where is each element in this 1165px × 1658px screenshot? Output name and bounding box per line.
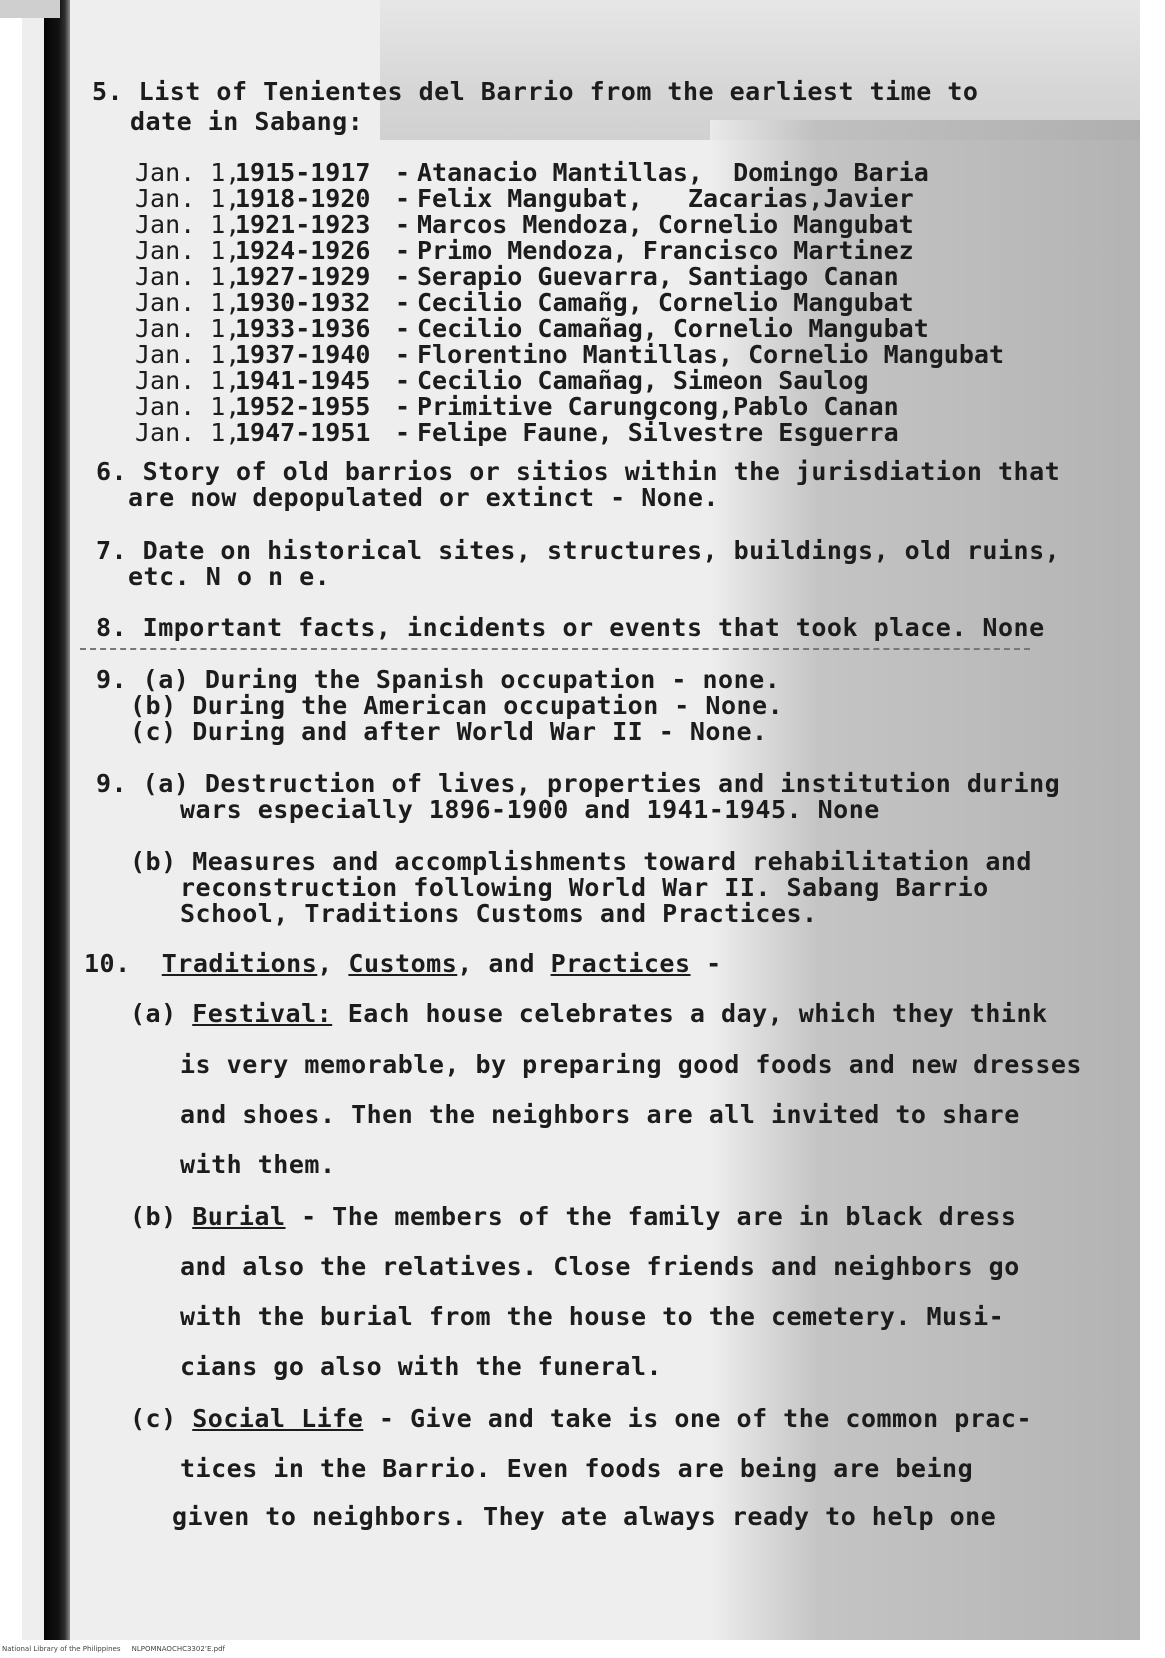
entry-names: Primo Mendoza, Francisco Martinez [417,236,914,265]
entry-date: Jan. 1, [135,392,241,421]
burial-line4: cians go also with the funeral. [180,1352,663,1381]
item6-line2: are now depopulated or extinct - None. [128,483,719,512]
burial-line1: (b) Burial - The members of the family are in black dress [130,1202,1017,1231]
burial-line2: and also the relatives. Close friends and neighbors go [180,1252,1020,1281]
entry-date: Jan. 1, [135,314,241,343]
item9-b: (b) During the American occupation - None. [130,691,784,720]
scan-corner [0,0,60,18]
entry-years: 1918-1920 [235,184,371,213]
festival-line2: is very memorable, by preparing good foods and new dresses [180,1050,1082,1079]
entry-names: Serapio Guevarra, Santiago Canan [417,262,899,291]
item7-line1: 7. Date on historical sites, structures, buildings, old ruins, [96,536,1061,565]
entry-date: Jan. 1, [135,210,241,239]
entry-date: Jan. 1, [135,236,241,265]
burial-line3: with the burial from the house to the cemetery. Musi- [180,1302,1005,1331]
entry-dash: - [395,314,411,343]
item9b-b1: (b) Measures and accomplishments toward rehabilitation and [130,847,1032,876]
teniente-entry [135,420,1004,446]
traditions-label: Traditions [161,949,318,978]
archive-footer: National Library of the Philippines NLPOMNAOCHC3302’E.pdf [2,1645,226,1653]
entry-names: Cecilio Camañag, Simeon Saulog [417,366,869,395]
item9b-a1: 9. (a) Destruction of lives, properties and institution during [96,769,1061,798]
entry-names: Florentino Mantillas, Cornelio Mangubat [417,340,1004,369]
social-life-label: Social Life [192,1404,364,1433]
entry-years: 1947-1951 [235,418,371,447]
entry-date: Jan. 1, [135,158,241,187]
festival-line4: with them. [180,1150,336,1179]
item5-heading-2: date in Sabang: [130,107,364,136]
entry-years: 1937-1940 [235,340,371,369]
teniente-entry [135,394,1004,420]
entry-years: 1952-1955 [235,392,371,421]
entry-years: 1921-1923 [235,210,371,239]
entry-dash: - [395,340,411,369]
entry-dash: - [395,236,411,265]
entry-years: 1927-1929 [235,262,371,291]
teniente-entry [135,160,1004,186]
entry-date: Jan. 1, [135,262,241,291]
item5-heading: 5. List of Tenientes del Barrio from the earliest time to [92,77,979,106]
entry-dash: - [395,392,411,421]
teniente-entry [135,290,1004,316]
entry-names: Cecilio Camañag, Cornelio Mangubat [417,314,929,343]
binding-edge [44,0,70,1640]
entry-date: Jan. 1, [135,184,241,213]
item10-heading: 10. Traditions, Customs, and Practices - [84,949,722,978]
entry-dash: - [395,262,411,291]
entry-names: Felix Mangubat, Zacarias,Javier [417,184,914,213]
practices-label: Practices [550,949,691,978]
entry-names: Atanacio Mantillas, Domingo Baria [417,158,929,187]
teniente-entry [135,212,1004,238]
scan-shading-top [380,0,1140,140]
entry-names: Marcos Mendoza, Cornelio Mangubat [417,210,914,239]
dashed-separator [80,648,1030,650]
festival-line3: and shoes. Then the neighbors are all invited to share [180,1100,1020,1129]
item8-line1: 8. Important facts, incidents or events that took place. None [96,613,1045,642]
entry-date: Jan. 1, [135,340,241,369]
entry-dash: - [395,418,411,447]
entry-dash: - [395,366,411,395]
teniente-entry [135,238,1004,264]
entry-dash: - [395,184,411,213]
entry-years: 1933-1936 [235,314,371,343]
social-line2: tices in the Barrio. Even foods are being are being [180,1454,974,1483]
festival-label: Festival: [192,999,333,1028]
item9b-b3: School, Traditions Customs and Practices. [180,899,818,928]
entry-names: Felipe Faune, Silvestre Esguerra [417,418,899,447]
teniente-entry [135,368,1004,394]
entry-years: 1924-1926 [235,236,371,265]
entry-dash: - [395,288,411,317]
entry-date: Jan. 1, [135,288,241,317]
festival-line1: (a) Festival: Each house celebrates a day, which they think [130,999,1048,1028]
entry-names: Cecilio Camañg, Cornelio Mangubat [417,288,914,317]
entry-date: Jan. 1, [135,366,241,395]
entry-dash: - [395,158,411,187]
tenientes-list [135,160,1004,446]
social-line3: given to neighbors. They ate always ready to help one [172,1502,997,1531]
entry-names: Primitive Carungcong,Pablo Canan [417,392,899,421]
social-line1: (c) Social Life - Give and take is one of the common prac- [130,1404,1033,1433]
teniente-entry [135,316,1004,342]
teniente-entry [135,186,1004,212]
item9b-b2: reconstruction following World War II. Sabang Barrio [180,873,989,902]
entry-years: 1941-1945 [235,366,371,395]
teniente-entry [135,264,1004,290]
entry-dash: - [395,210,411,239]
item7-line2: etc. N o n e. [128,562,331,591]
item9-c: (c) During and after World War II - None. [130,717,768,746]
entry-date: Jan. 1, [135,418,241,447]
entry-years: 1930-1932 [235,288,371,317]
item9b-a2: wars especially 1896-1900 and 1941-1945. None [180,795,880,824]
teniente-entry [135,342,1004,368]
item6-line1: 6. Story of old barrios or sitios within the jurisdiation that [96,457,1061,486]
item9-a: 9. (a) During the Spanish occupation - none. [96,665,781,694]
entry-years: 1915-1917 [235,158,371,187]
burial-label: Burial [192,1202,286,1231]
customs-label: Customs [348,949,458,978]
